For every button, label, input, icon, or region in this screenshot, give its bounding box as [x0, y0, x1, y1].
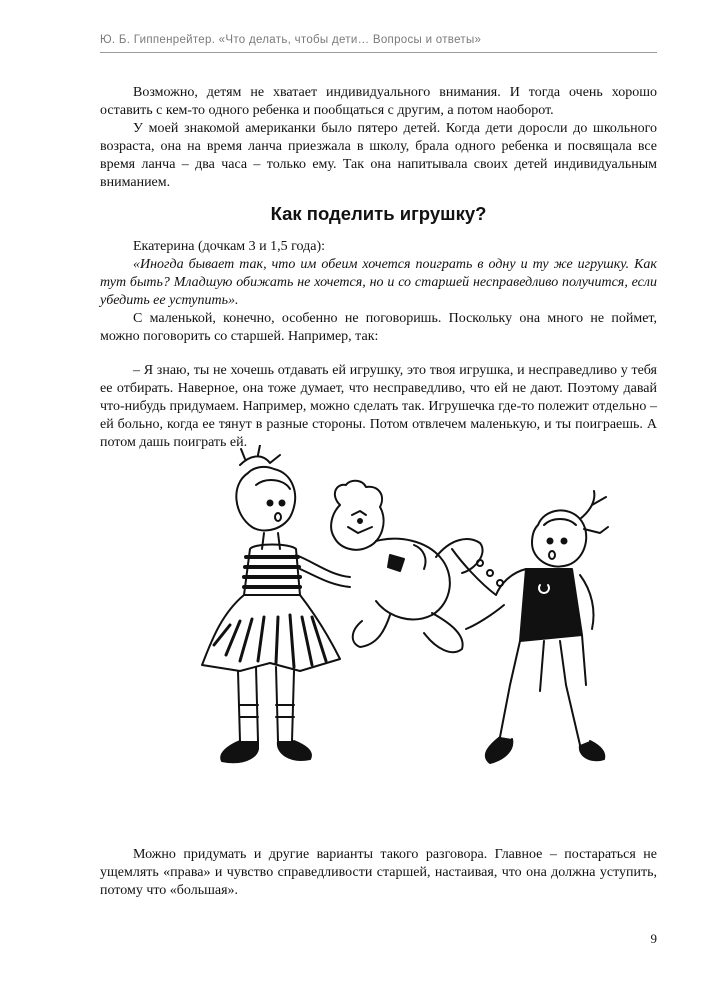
running-header: Ю. Б. Гиппенрейтер. «Что делать, чтобы дети… Вопросы и ответы»	[100, 34, 482, 46]
question-text: «Иногда бывает так, что им обеим хочется поиграть в одну и ту же игрушку. Как тут быть? Младшую обижать не хочется, но и со старшей несправедливо получится, если убедить ее уступить».	[100, 257, 657, 308]
paragraph-individual-attention: Возможно, детям не хватает индивидуального внимания. И тогда очень хорошо оставить с кем-то одного ребенка и пообщаться с другим, а потом наоборот.	[100, 85, 657, 118]
intro-text-block	[100, 84, 657, 192]
asker-line: Екатерина (дочкам 3 и 1,5 года):	[133, 239, 326, 254]
question-answer-block	[100, 238, 657, 452]
younger-girl-figure	[452, 491, 608, 763]
dialogue-text: – Я знаю, ты не хочешь отдавать ей игрушку, это твоя игрушка, и несправедливо у тебя ее отбирать. Наверное, она тоже думает, что несправедливо, что ей не дают. Поэтому давай что-нибудь придумаем. Например, можно сделать так. Игрушечка где-то полежит отдельно – ей больно, когда ее тянут в разные стороны. Потом отвлечем маленькую, и ты поиграешь. А потом дашь поиграть ей.	[100, 363, 657, 450]
paragraph-american-mother: У моей знакомой американки было пятеро детей. Когда дети доросли до школьного возраста, она на время ланча приезжала в школу, брала одного ребенка и посвящала все время ланча – два часа – только ему. Так она напитывала своих детей индивидуальным вниманием.	[100, 121, 657, 190]
girls-teddy-illustration	[200, 445, 620, 805]
answer-intro: С маленькой, конечно, особенно не поговоришь. Поскольку она много не поймет, можно поговорить со старшей. Например, так:	[100, 311, 657, 344]
conclusion-paragraph: Можно придумать и другие варианты такого разговора. Главное – постараться не ущемлять «права» и чувство справедливости старшей, настаивая, что она должна уступить, потому что «большая».	[100, 847, 657, 898]
section-heading: Как поделить игрушку?	[270, 203, 487, 224]
teddy-bear-figure	[331, 481, 482, 652]
older-girl-figure	[202, 445, 350, 762]
conclusion-block	[100, 846, 657, 900]
page-number: 9	[650, 931, 657, 946]
header-rule	[100, 52, 657, 53]
